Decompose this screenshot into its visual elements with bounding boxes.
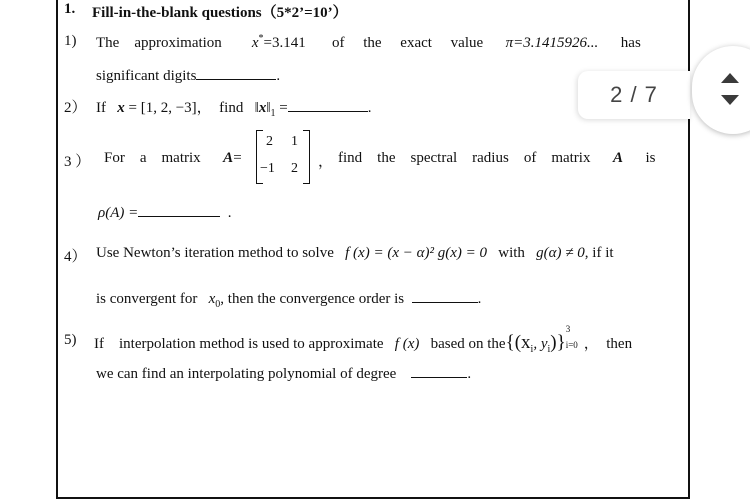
chevron-down-icon[interactable]	[721, 95, 739, 105]
question-4-line-2	[96, 289, 481, 310]
q2-norm-bar: ‖	[266, 100, 271, 116]
q5-word: then	[606, 336, 633, 352]
question-2-number: 2）	[64, 100, 87, 116]
q4-word: with	[498, 245, 525, 261]
section-number: 1.	[64, 1, 76, 17]
q4-x0-subscript: 0	[215, 299, 221, 310]
q5-word: If	[94, 336, 104, 352]
q5-set-open: {(x	[505, 332, 531, 353]
q4-equation: f (x) = (x − α)² g(x) = 0	[345, 245, 487, 261]
q5-function: f (x)	[394, 336, 420, 352]
q1-pi-value: π=3.1415926...	[505, 35, 599, 51]
q3-matrix-symbol: A	[612, 150, 623, 166]
q5-set-sup: 3	[565, 324, 571, 334]
q3-matrix-symbol: A	[223, 150, 234, 166]
q4-text: , if it	[584, 245, 614, 261]
q3-word: spectral	[410, 150, 458, 166]
question-4-number: 4）	[64, 249, 87, 265]
question-5-line-1	[94, 324, 633, 355]
q5-subscript: i	[547, 344, 551, 355]
matrix-cell: 2	[291, 161, 298, 176]
q5-period: .	[467, 366, 472, 382]
q4-condition: g(α) ≠ 0	[536, 245, 585, 261]
matrix-cell: −1	[260, 161, 275, 176]
q3-period: .	[227, 205, 232, 221]
q5-text: interpolation method is used to approximate	[119, 336, 384, 352]
chevron-up-icon[interactable]	[721, 73, 739, 83]
q3-word: For	[104, 150, 125, 166]
answer-blank[interactable]	[288, 98, 368, 112]
q5-set-limits	[565, 324, 584, 350]
q1-word: value	[450, 35, 484, 51]
question-1-number: 1)	[64, 33, 77, 49]
matrix-cell: 1	[291, 134, 298, 149]
q2-norm-bar: ‖	[254, 100, 259, 116]
question-3-intro	[104, 150, 242, 167]
q2-period: .	[367, 100, 372, 116]
section-title: Fill-in-the-blank questions（5*2’=10’）	[92, 5, 348, 21]
q1-text: significant digits	[96, 68, 197, 84]
question-5-line-2	[96, 364, 471, 383]
answer-blank[interactable]	[412, 289, 478, 303]
question-1-line-2	[96, 66, 280, 85]
question-3-comma: ，	[318, 154, 334, 170]
q5-set-y: , y	[533, 336, 548, 352]
q4-period: .	[477, 291, 482, 307]
matrix-cell: 2	[266, 134, 273, 149]
q5-set-close: )}	[550, 332, 566, 353]
q2-equals: =	[279, 100, 288, 116]
q3-word: of	[523, 150, 537, 166]
q3-word: is	[645, 150, 656, 166]
question-3-rest	[338, 150, 668, 167]
question-3-number: 3 ）	[64, 154, 91, 170]
q1-word: the	[363, 35, 382, 51]
q4-text: is convergent for	[96, 291, 198, 307]
q4-text: Use Newton’s iteration method to solve	[96, 245, 334, 261]
q2-x-vector: x	[117, 100, 125, 116]
q1-star: *	[258, 33, 264, 44]
q2-word: If	[96, 100, 106, 116]
q5-text: based on the	[430, 336, 506, 352]
q1-word: has	[620, 35, 641, 51]
q3-word: radius	[472, 150, 509, 166]
question-2-line	[96, 96, 372, 119]
q4-text: , then the convergence order is	[220, 291, 405, 307]
answer-blank[interactable]	[196, 66, 276, 80]
page-nav-button[interactable]	[692, 46, 750, 134]
matrix-right-bracket	[303, 130, 310, 184]
q2-word: find	[219, 100, 244, 116]
q2-x-value: = [1, 2, −3]，	[128, 100, 212, 116]
question-3-line-2	[98, 203, 231, 222]
q5-set-sub: i=0	[565, 340, 578, 350]
q2-norm-subscript: 1	[270, 108, 276, 119]
q3-equals: =	[233, 150, 242, 166]
q3-word: the	[377, 150, 396, 166]
answer-blank[interactable]	[138, 203, 220, 217]
q1-period: .	[276, 68, 281, 84]
q5-subscript: i	[530, 344, 534, 355]
q4-x0: x	[208, 291, 216, 307]
q3-word: a	[139, 150, 147, 166]
q1-approx-value: =3.141	[263, 35, 306, 51]
q1-word: exact	[400, 35, 432, 51]
q3-word: matrix	[551, 150, 591, 166]
q1-x-star: x	[251, 35, 259, 51]
q3-spectral-radius: ρ(A) =	[98, 205, 139, 221]
page-indicator: 2 / 7	[578, 71, 690, 119]
q3-word: matrix	[161, 150, 201, 166]
question-4-line-1	[96, 245, 614, 262]
q5-text: we can find an interpolating polynomial of degree	[96, 366, 397, 382]
q1-word: The	[96, 35, 120, 51]
q3-word: find	[338, 150, 363, 166]
q1-word: approximation	[134, 35, 222, 51]
q1-word: of	[331, 35, 345, 51]
q2-norm-x: x	[258, 100, 267, 116]
question-5-number: 5)	[64, 332, 77, 348]
q5-comma: ，	[583, 336, 599, 352]
answer-blank[interactable]	[411, 364, 467, 378]
question-1-line-1	[96, 33, 666, 52]
